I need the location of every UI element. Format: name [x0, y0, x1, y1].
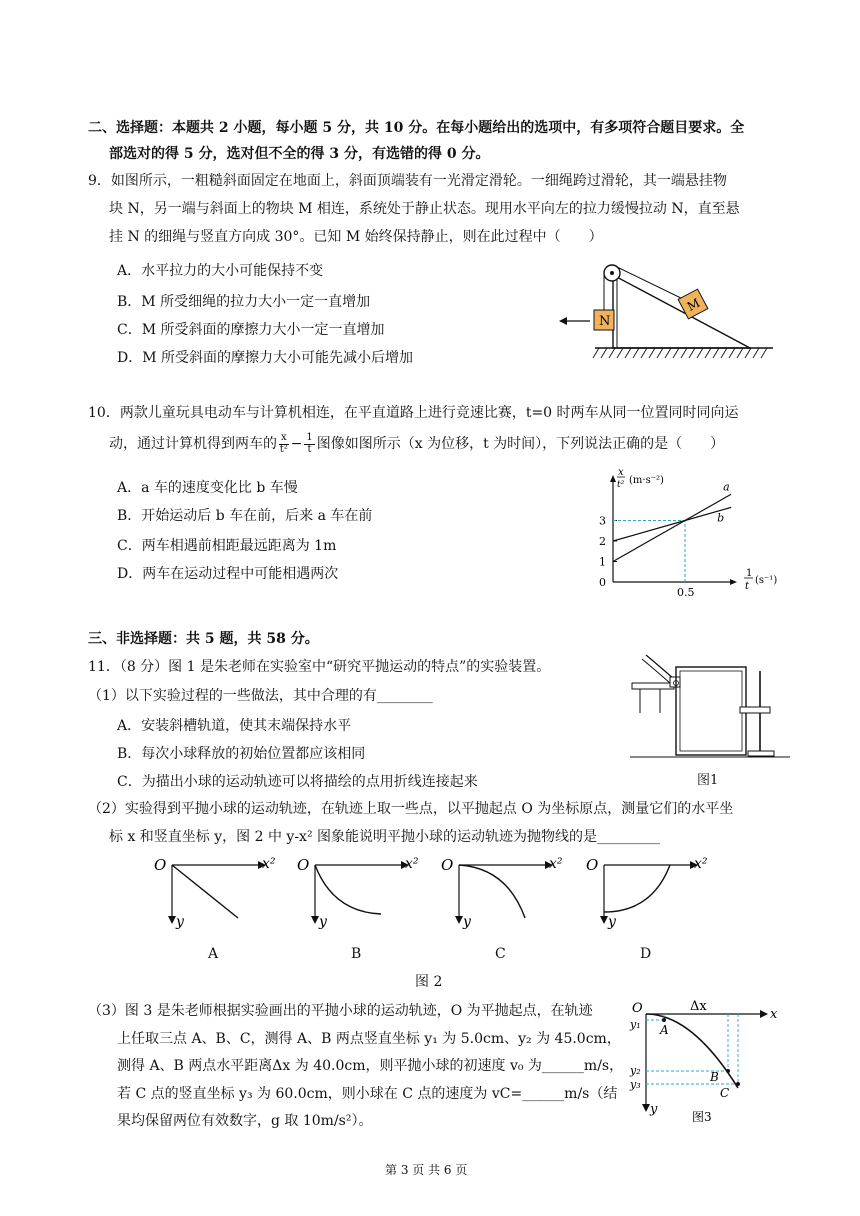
section2-heading-line1: 二、选择题：本题共 2 小题，每小题 5 分，共 10 分。在每小题给出的选项中，有多项符合题目要求。全	[88, 120, 745, 136]
fig2-letter-d: D	[640, 946, 652, 962]
q11-part2-line2: 标 x 和竖直坐标 y，图 2 中 y-x² 图象能说明平抛小球的运动轨迹为抛物线的是_________	[109, 829, 661, 845]
fig2b-origin: O	[297, 856, 310, 874]
q10-ytick-label: 2	[599, 535, 606, 548]
q11-part3-line1: （3）图 3 是朱老师根据实验画出的平抛小球的运动轨迹，O 为平抛起点，在轨迹	[88, 1003, 593, 1019]
fig3-y2: y₂	[630, 1064, 641, 1077]
fig3-point-a: A	[660, 1023, 669, 1037]
q10-stem-line2-pre: 动，通过计算机得到两车的	[109, 436, 277, 452]
q10-ytick-label: 0	[599, 576, 606, 589]
q11-part2-line1: （2）实验得到平抛小球的运动轨迹，在轨迹上取一些点，以平抛起点 O 为坐标原点，测量它们的水平坐	[88, 801, 734, 817]
fig3-xaxis: x	[770, 1007, 778, 1022]
q9-option-b: B．M 所受细绳的拉力大小一定一直增加	[117, 294, 371, 310]
fig2c-xaxis: x²	[549, 856, 563, 872]
q11-part3-line5: 果均保留两位有效数字，g 取 10m/s²）。	[117, 1113, 373, 1129]
fig2d-origin: O	[586, 856, 599, 874]
q10-option-d: D．两车在运动过程中可能相遇两次	[117, 566, 339, 582]
q11-fig2-graph-b	[293, 850, 423, 935]
q11-part1: （1）以下实验过程的一些做法，其中合理的有________	[88, 688, 433, 704]
q10-series-line-a	[613, 494, 731, 561]
section3-heading: 三、非选择题：共 5 题，共 58 分。	[88, 631, 319, 647]
q10-chart	[585, 465, 785, 600]
q10-xtick-label: 0.5	[677, 586, 695, 599]
fig2b-xaxis: x²	[405, 856, 419, 872]
fig3-point-c: C	[720, 1086, 730, 1100]
q10-series-label-a: a	[723, 480, 730, 494]
fig2c-origin: O	[441, 856, 454, 874]
svg-text:t: t	[745, 581, 750, 592]
fig2a-xaxis: x²	[262, 856, 276, 872]
q10-fraction-x-over-t2: $\frac{x}{\text{t²}}$	[279, 432, 288, 455]
q10-option-c: C．两车相遇前相距最远距离为 1m	[117, 538, 337, 554]
q11-part1-option-b: B．每次小球释放的初始位置都应该相同	[117, 746, 366, 762]
q10-series-label-b: b	[717, 511, 725, 525]
q9-block-m-label: M	[684, 295, 703, 314]
q11-part3-line3: 测得 A、B 两点水平距离Δx 为 40.0cm，则平抛小球的初速度 v₀ 为______m/s，	[117, 1058, 624, 1074]
q11-fig3-trajectory	[620, 998, 785, 1128]
svg-text:(s⁻¹): (s⁻¹)	[755, 575, 778, 586]
q11-stem-line1: 11．（8 分）图 1 是朱老师在实验室中“研究平抛运动的特点”的实验装置。	[88, 659, 551, 675]
q9-option-c: C．M 所受斜面的摩擦力大小一定一直增加	[117, 322, 385, 338]
q9-stem-line1: 9．如图所示，一粗糙斜面固定在地面上，斜面顶端装有一光滑定滑轮。一细绳跨过滑轮，其一端悬挂物	[88, 173, 727, 189]
fig3-caption: 图3	[692, 1110, 712, 1124]
fig3-y3: y₃	[630, 1078, 641, 1091]
q11-fig1-caption: 图1	[697, 773, 719, 788]
svg-text:t²: t²	[617, 480, 625, 490]
fig3-yaxis: y	[650, 1102, 658, 1117]
q10-option-a: A．a 车的速度变化比 b 车慢	[117, 480, 298, 496]
q11-part1-option-a: A．安装斜槽轨道，使其末端保持水平	[117, 718, 352, 734]
fig2d-yaxis: y	[608, 914, 616, 930]
q10-ytick-label: 3	[599, 514, 606, 528]
q10-stem-line2	[109, 433, 724, 455]
fig3-y1: y₁	[630, 1018, 641, 1031]
fig2c-yaxis: y	[463, 914, 471, 930]
q9-incline-figure	[555, 255, 785, 365]
q9-block-n-label: N	[599, 314, 611, 329]
fig2-letter-c: C	[495, 946, 506, 962]
svg-text:(m·s⁻²): (m·s⁻²)	[629, 475, 664, 486]
page-footer: 第 3 页 共 6 页	[385, 1163, 468, 1177]
q10-chart-ylabel	[617, 467, 664, 490]
q10-stem-line1: 10．两款儿童玩具电动车与计算机相连，在平直道路上进行竞速比赛，t=0 时两车从同一位置同时同向运	[88, 405, 739, 421]
q10-ytick-label: 1	[599, 555, 606, 569]
q9-stem-line3: 挂 N 的细绳与竖直方向成 30°。已知 M 始终保持静止，则在此过程中（ ）	[109, 229, 603, 245]
fig3-origin: O	[632, 1001, 643, 1016]
q10-series-line-b	[613, 507, 731, 541]
fig2d-xaxis: x²	[694, 856, 708, 872]
svg-text:x: x	[618, 467, 624, 478]
q9-option-a: A．水平拉力的大小可能保持不变	[117, 263, 324, 279]
fig2-letter-b: B	[351, 946, 362, 962]
q11-part3-line2: 上任取三点 A、B、C，测得 A、B 两点竖直坐标 y₁ 为 5.0cm、y₂ 为 45.0cm，	[117, 1031, 621, 1047]
fig2a-origin: O	[154, 856, 167, 874]
q11-fig2-graph-d	[582, 850, 712, 935]
q11-fig1-apparatus	[630, 653, 790, 768]
q10-option-b: B．开始运动后 b 车在前，后来 a 车在前	[117, 508, 373, 524]
q10-fraction-1-over-t: $\frac{1}{t}$	[306, 432, 313, 455]
fig2b-yaxis: y	[319, 914, 327, 930]
q11-fig2-graph-a	[150, 850, 280, 935]
q11-fig2-graph-c	[437, 850, 567, 935]
svg-text:1: 1	[746, 568, 753, 579]
q10-chart-xlabel	[744, 568, 777, 592]
fig3-dx: Δx	[690, 999, 707, 1014]
section2-heading-line2: 部选对的得 5 分，选对但不全的得 3 分，有选错的得 0 分。	[109, 146, 490, 162]
q10-minus-sign: −	[290, 436, 303, 452]
q10-stem-line2-post: 图像如图所示（x 为位移，t 为时间），下列说法正确的是（ ）	[316, 436, 725, 452]
fig2-caption: 图 2	[415, 974, 443, 990]
q11-part1-option-c: C．为描出小球的运动轨迹可以将描绘的点用折线连接起来	[117, 774, 478, 790]
q11-part3-line4: 若 C 点的竖直坐标 y₃ 为 60.0cm，则小球在 C 点的速度为 vC=______m/s（结	[117, 1086, 618, 1102]
fig3-point-b: B	[710, 1070, 719, 1084]
q9-option-d: D．M 所受斜面的摩擦力大小可能先减小后增加	[117, 350, 414, 366]
fig2a-yaxis: y	[176, 914, 184, 930]
q9-stem-line2: 块 N，另一端与斜面上的物块 M 相连，系统处于静止状态。现用水平向左的拉力缓慢拉动 N，直至悬	[109, 201, 740, 217]
fig2-letter-a: A	[208, 946, 219, 962]
